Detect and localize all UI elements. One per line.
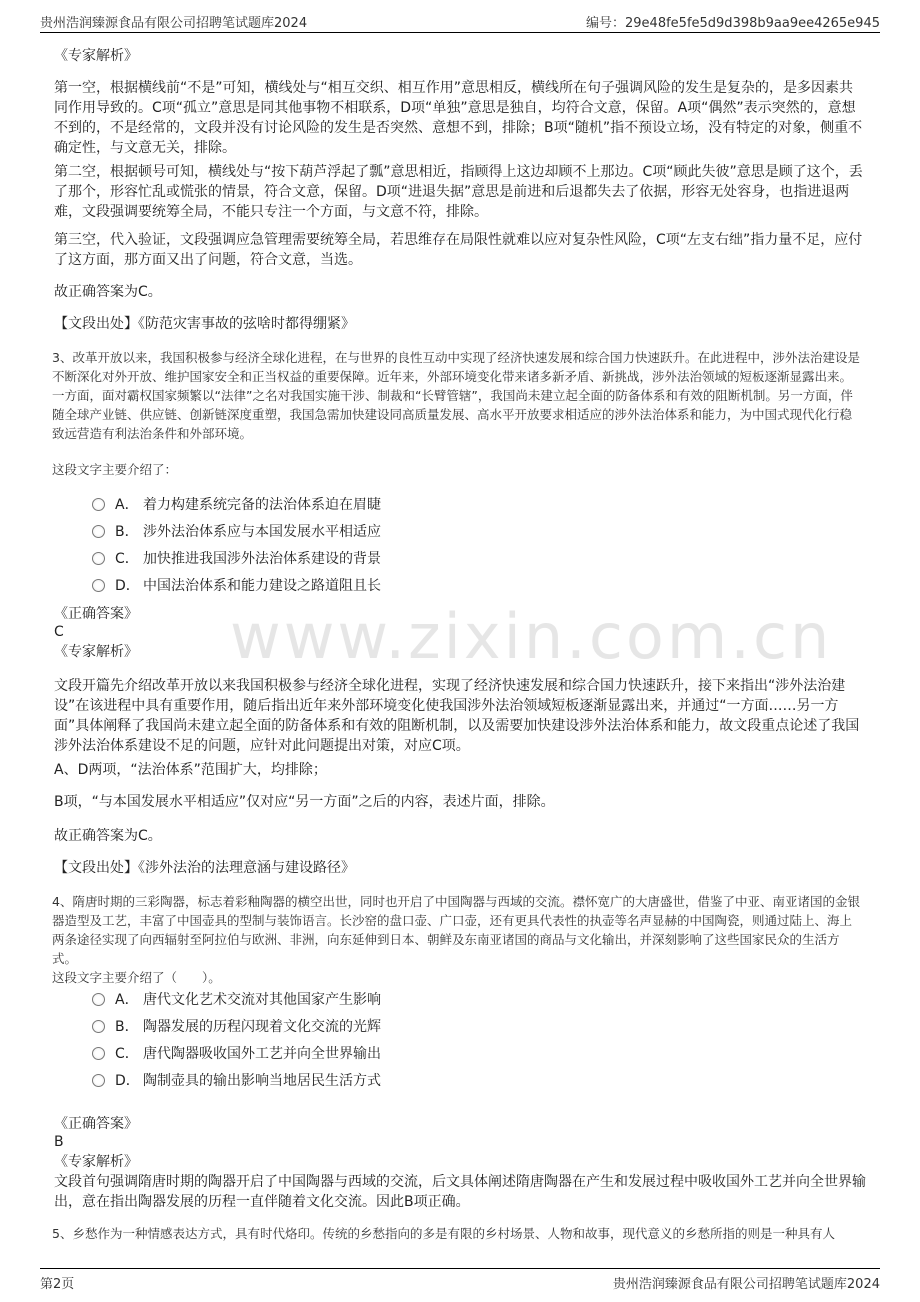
q2-expert-title: 《专家解析》 [54, 48, 138, 64]
radio-button-icon[interactable] [92, 1074, 105, 1087]
q3-option-b[interactable]: B． 涉外法治体系应与本国发展水平相适应 [92, 521, 381, 543]
q4-option-a[interactable]: A． 唐代文化艺术交流对其他国家产生影响 [92, 989, 381, 1011]
q2-analysis-para1: 第一空，根据横线前“不是”可知，横线处与“相互交织、相互作用”意思相反，横线所在句子强调风险的发生是复杂的，是多因素共同作用导致的。C项“孤立”意思是同其他事物不相联系，D项“单独”意思是独自，均符合文意，保留。A项“偶然”表示突然的，意想不到的，不是经常的，文段并没有讨论风险的发生是否突然、意想不到，排除；B项“随机”指不预设立场，没有特定的对象，侧重不确定性，与文意无关，排除。 [54, 80, 863, 156]
q5-stem: 5、乡愁作为一种情感表达方式，具有时代烙印。传统的乡愁指向的多是有限的乡村场景、人物和故事，现代意义的乡愁所指的则是一种具有人 [52, 1226, 835, 1241]
q2-conclusion: 故正确答案为C。 [54, 284, 162, 300]
watermark: www.zixin.com.cn [230, 600, 833, 673]
q2-source: 【文段出处】《防范灾害事故的弦啥时都得绷紧》 [54, 316, 355, 332]
q3-question: 这段文字主要介绍了： [52, 462, 178, 477]
q4-analysis: 文段首句强调隋唐时期的陶器开启了中国陶器与西域的交流，后文具体阐述隋唐陶器在产生和发展过程中吸收国外工艺并向全世界输出，意在指出陶器发展的历程一直伴随着文化交流。因此B项正确。 [54, 1174, 866, 1210]
page-header [40, 10, 880, 33]
q2-analysis-para2: 第二空，根据顿号可知，横线处与“按下葫芦浮起了瓢”意思相近，指顾得上这边却顾不上那边。C项“顾此失彼”意思是顾了这个，丢了那个，形容忙乱或慌张的情景，符合文意，保留。D项“进退失据”意思是前进和后退都失去了依据，形容无处容身，也指进退两难，文段强调要统筹全局，不能只专注一个方面，与文意不符，排除。 [54, 164, 863, 220]
q4-answer: B [54, 1134, 64, 1150]
q3-option-a[interactable]: A． 着力构建系统完备的法治体系迫在眉睫 [92, 494, 381, 516]
q3-option-c[interactable]: C． 加快推进我国涉外法治体系建设的背景 [92, 548, 381, 570]
page-number: 第2页 [40, 1277, 75, 1292]
radio-button-icon[interactable] [92, 579, 105, 592]
q4-question: 这段文字主要介绍了（ ）。 [52, 970, 221, 985]
q4-stem: 4、隋唐时期的三彩陶器，标志着彩釉陶器的横空出世，同时也开启了中国陶器与西域的交流。襟怀宽广的大唐盛世，借鉴了中亚、南亚诸国的金银器造型及工艺，丰富了中国壶具的型制与装饰语言。长沙窑的盘口壶、广口壶，还有更具代表性的执壶等名声显赫的中国陶瓷，则通过陆上、海上两条途径实现了向西辐射至阿拉伯与欧洲、非洲，向东延伸到日本、朝鲜及东南亚诸国的商品与文化输出，并深刻影响了这些国家民众的生活方式。 [52, 894, 860, 966]
radio-button-icon[interactable] [92, 1020, 105, 1033]
footer-title: 贵州浩润臻源食品有限公司招聘笔试题库2024 [612, 1277, 880, 1292]
q3-answer: C [54, 624, 64, 640]
q4-answer-title: 《正确答案》 [54, 1116, 138, 1132]
q3-stem: 3、改革开放以来，我国积极参与经济全球化进程，在与世界的良性互动中实现了经济快速发展和综合国力快速跃升。在此进程中，涉外法治建设是不断深化对外开放、维护国家安全和正当权益的重要保障。近年来，外部环境变化带来诸多新矛盾、新挑战，涉外法治领域的短板逐渐显露出来。一方面，面对霸权国家频繁以“法律”之名对我国实施干涉、制裁和“长臂管辖”，我国尚未建立起全面的防备体系和有效的阻断机制。另一方面，伴随全球产业链、供应链、创新链深度重塑，我国急需加快建设同高质量发展、高水平开放要求相适应的涉外法治体系和能力，为中国式现代化行稳致远营造有利法治条件和外部环境。 [52, 350, 860, 441]
q3-conclusion: 故正确答案为C。 [54, 828, 162, 844]
q3-option-d[interactable]: D． 中国法治体系和能力建设之路道阻且长 [92, 575, 381, 597]
q4-option-c[interactable]: C． 唐代陶器吸收国外工艺并向全世界输出 [92, 1043, 381, 1065]
q2-analysis-para3: 第三空，代入验证，文段强调应急管理需要统筹全局，若思维存在局限性就难以应对复杂性风险，C项“左支右绌”指力量不足，应付了这方面，那方面又出了问题，符合文意，当选。 [54, 232, 863, 268]
page-footer [40, 1268, 880, 1295]
radio-button-icon[interactable] [92, 525, 105, 538]
q3-analysis3: B项，“与本国发展水平相适应”仅对应“另一方面”之后的内容，表述片面，排除。 [54, 794, 555, 810]
radio-button-icon[interactable] [92, 993, 105, 1006]
q3-analysis2: A、D两项，“法治体系”范围扩大，均排除； [54, 762, 327, 778]
radio-button-icon[interactable] [92, 552, 105, 565]
header-doc-id: 编号：29e48fe5fe5d9d398b9aa9ee4265e945 [586, 16, 880, 31]
q4-expert-title: 《专家解析》 [54, 1154, 138, 1170]
q3-expert-title: 《专家解析》 [54, 644, 138, 660]
header-title: 贵州浩润臻源食品有限公司招聘笔试题库2024 [40, 16, 308, 31]
q4-option-d[interactable]: D． 陶制壶具的输出影响当地居民生活方式 [92, 1070, 381, 1092]
radio-button-icon[interactable] [92, 498, 105, 511]
q3-answer-title: 《正确答案》 [54, 606, 138, 622]
radio-button-icon[interactable] [92, 1047, 105, 1060]
q3-analysis1: 文段开篇先介绍改革开放以来我国积极参与经济全球化进程，实现了经济快速发展和综合国力快速跃升，接下来指出“涉外法治建设”在该进程中具有重要作用，随后指出近年来外部环境变化使我国涉外法治领域短板逐渐显露出来，并通过“一方面……另一方面”具体阐释了我国尚未建立起全面的防备体系和有效的阻断机制，以及需要加快建设涉外法治体系和能力，故文段重点论述了我国涉外法治体系建设不足的问题，应针对此问题提出对策，对应C项。 [54, 678, 860, 754]
q4-option-b[interactable]: B． 陶器发展的历程闪现着文化交流的光辉 [92, 1016, 381, 1038]
q3-source: 【文段出处】《涉外法治的法理意涵与建设路径》 [54, 860, 355, 876]
